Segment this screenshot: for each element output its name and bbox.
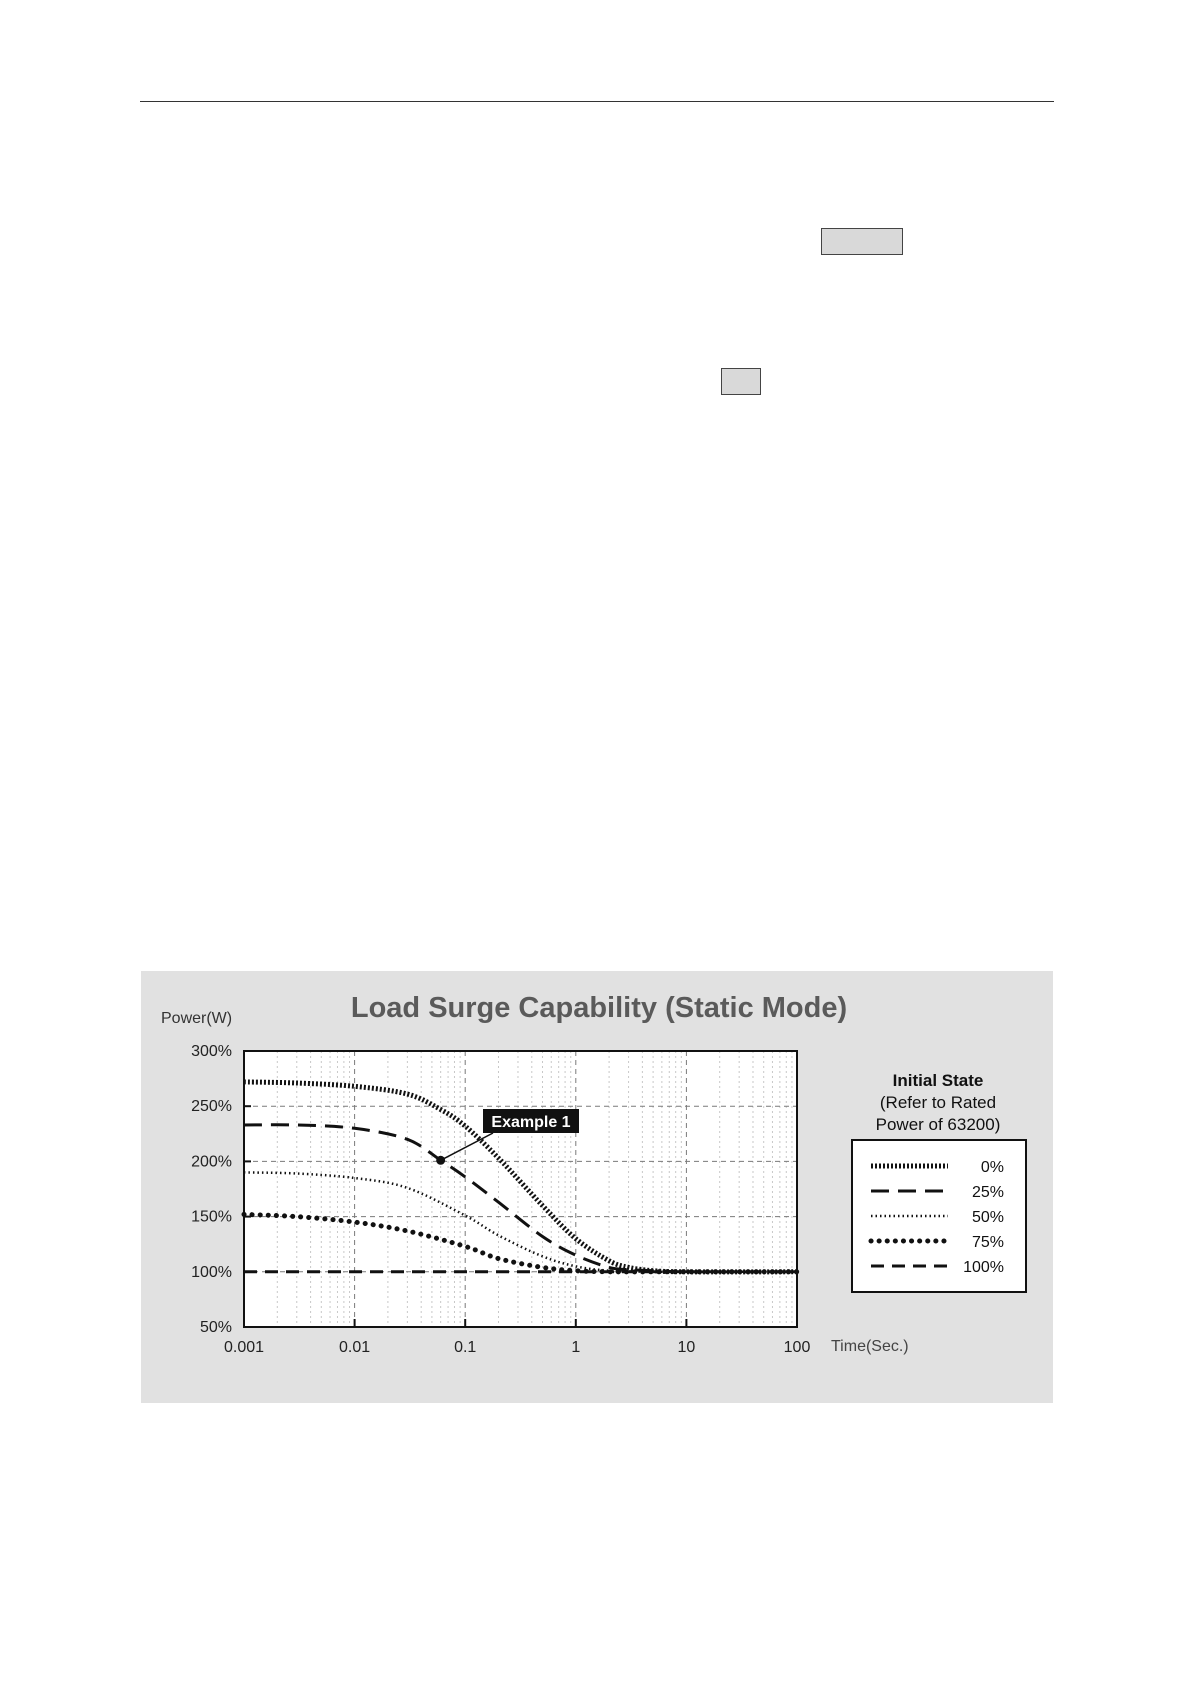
legend-subtitle: Power of 63200) <box>875 1115 1001 1134</box>
load-surge-chart <box>141 971 1053 1403</box>
key-box <box>721 368 761 395</box>
y-tick-label: 200% <box>191 1153 232 1171</box>
x-tick-label: 10 <box>677 1339 696 1356</box>
chart-title: Load Surge Capability (Static Mode) <box>350 992 848 1024</box>
y-tick-label: 250% <box>191 1098 232 1116</box>
x-tick-label: 1 <box>571 1339 581 1356</box>
legend-label: 100% <box>963 1259 1004 1276</box>
annotation-label: Example 1 <box>491 1114 571 1131</box>
legend-label: 75% <box>971 1234 1004 1251</box>
y-axis-label: Power(W) <box>161 1010 233 1027</box>
x-tick-label: 0.001 <box>223 1339 265 1356</box>
legend-label: 25% <box>971 1184 1004 1201</box>
legend-label: 50% <box>971 1209 1004 1226</box>
legend-label: 0% <box>980 1159 1004 1176</box>
legend-subtitle: (Refer to Rated <box>879 1093 997 1112</box>
header-rule <box>140 101 1054 102</box>
y-tick-label: 300% <box>191 1043 232 1060</box>
y-tick-label: 50% <box>199 1319 232 1336</box>
x-axis-label: Time(Sec.) <box>831 1338 909 1355</box>
chart-svg <box>141 971 1053 1403</box>
plot-area <box>244 1051 797 1327</box>
y-tick-label: 100% <box>191 1263 232 1281</box>
annotation-point <box>436 1156 445 1165</box>
x-tick-label: 0.1 <box>454 1339 477 1356</box>
x-tick-label: 100 <box>783 1339 811 1356</box>
key-box <box>821 228 903 255</box>
legend-title: Initial State <box>892 1071 984 1090</box>
y-tick-label: 150% <box>191 1208 232 1226</box>
x-tick-label: 0.01 <box>339 1339 371 1356</box>
